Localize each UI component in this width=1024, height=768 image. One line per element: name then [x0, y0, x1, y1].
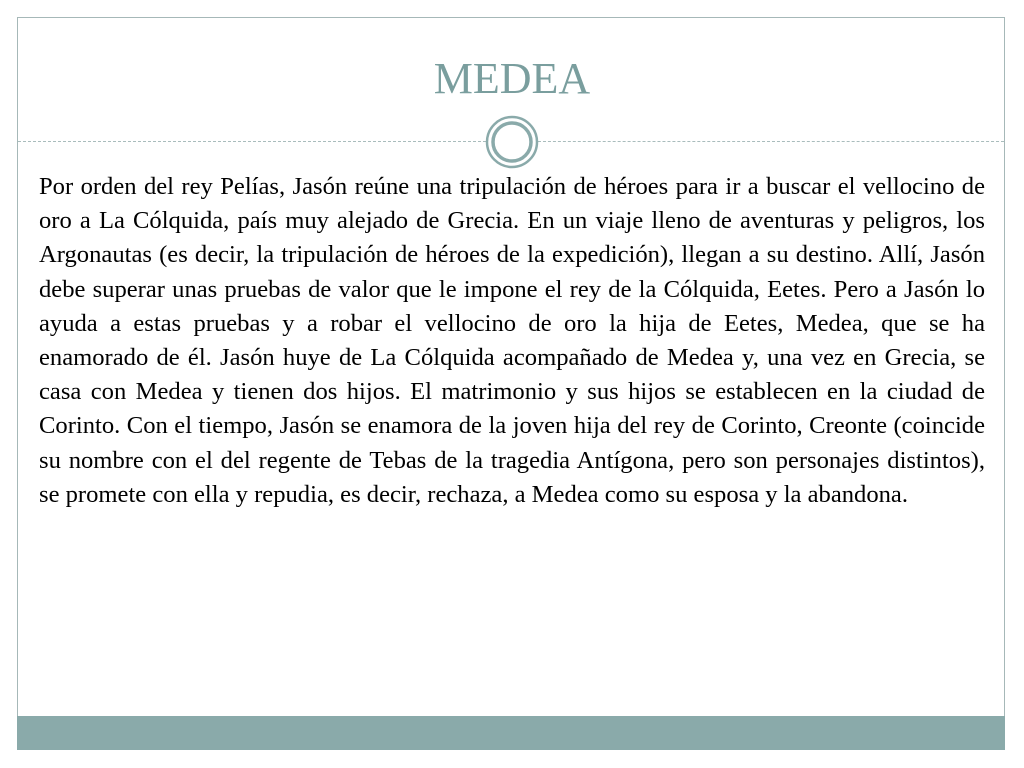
- slide-title: MEDEA: [433, 54, 591, 103]
- title-divider-right: [538, 141, 1004, 142]
- double-ring-icon: [485, 115, 539, 169]
- slide-body-text: Por orden del rey Pelías, Jasón reúne una tripulación de héroes para ir a buscar el vellocino de oro a La Cólquida, país muy alejado de Grecia. En un viaje lleno de aventuras y peligros, los Argonautas (es decir, la tripulación de héroes de la expedición), llegan a su destino. Allí, Jasón debe superar unas pruebas de valor que le impone el rey de la Cólquida, Eetes. Pero a Jasón lo ayuda a estas pruebas y a robar el vellocino de oro la hija de Eetes, Medea, que se ha enamorado de él. Jasón huye de La Cólquida acompañado de Medea y, una vez en Grecia, se casa con Medea y tienen dos hijos. El matrimonio y sus hijos se establecen en la ciudad de Corinto. Con el tiempo, Jasón se enamora de la joven hija del rey de Corinto, Creonte (coincide su nombre con el del regente de Tebas de la tragedia Antígona, pero son personajes distintos), se promete con ella y repudia, es decir, rechaza, a Medea como su esposa y la abandona.: [39, 173, 985, 508]
- title-divider-left: [18, 141, 486, 142]
- footer-bar: [17, 716, 1005, 750]
